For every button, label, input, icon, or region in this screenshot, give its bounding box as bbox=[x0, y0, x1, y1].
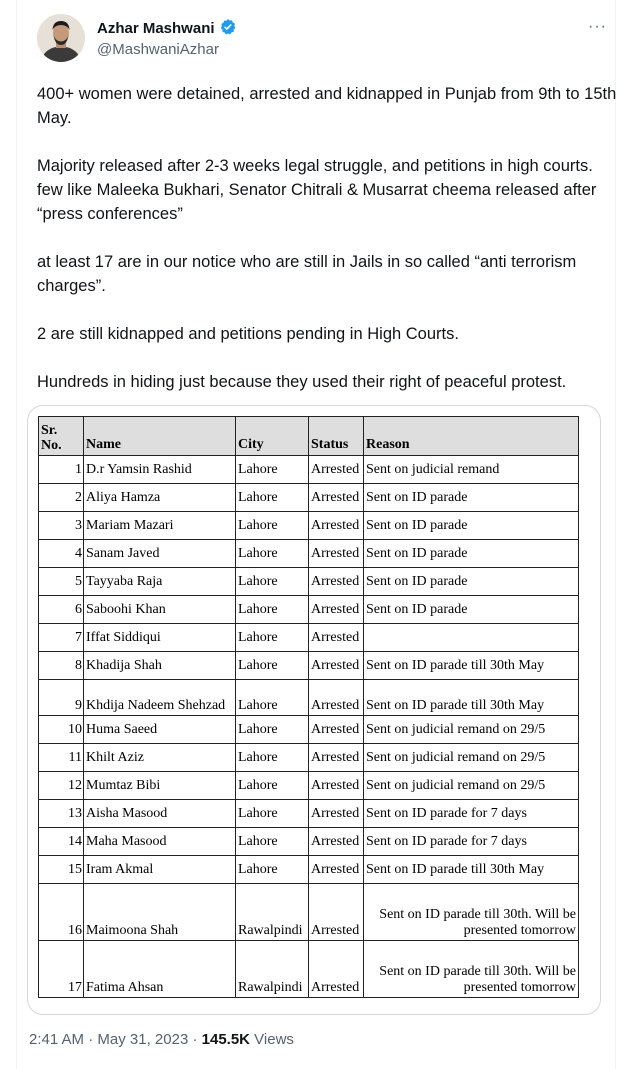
table-row bbox=[39, 744, 579, 772]
cell-name: Tayyaba Raja bbox=[84, 568, 236, 596]
cell-no: 4 bbox=[39, 540, 84, 568]
cell-city: Lahore bbox=[236, 456, 309, 484]
cell-reason: Sent on judicial remand on 29/5 bbox=[364, 744, 579, 772]
cell-name: Khadija Shah bbox=[84, 652, 236, 680]
cell-name: Maha Masood bbox=[84, 828, 236, 856]
cell-name: Saboohi Khan bbox=[84, 596, 236, 624]
header-name: Name bbox=[84, 417, 236, 456]
cell-no: 14 bbox=[39, 828, 84, 856]
cell-reason: Sent on ID parade bbox=[364, 568, 579, 596]
table-row bbox=[39, 884, 579, 941]
cell-city: Lahore bbox=[236, 772, 309, 800]
tweet-paragraph: Hundreds in hiding just because they used their right of peaceful protest. bbox=[37, 373, 567, 391]
cell-no: 17 bbox=[39, 941, 84, 998]
cell-reason: Sent on ID parade till 30th. Will be presented tomorrow bbox=[364, 884, 579, 941]
cell-no: 8 bbox=[39, 652, 84, 680]
cell-reason: Sent on judicial remand on 29/5 bbox=[364, 716, 579, 744]
cell-reason bbox=[364, 624, 579, 652]
cell-reason: Sent on judicial remand bbox=[364, 456, 579, 484]
cell-no: 5 bbox=[39, 568, 84, 596]
meta-separator: · bbox=[84, 1031, 98, 1048]
cell-name: Mariam Mazari bbox=[84, 512, 236, 540]
cell-name: Khdija Nadeem Shehzad bbox=[84, 680, 236, 716]
cell-reason: Sent on ID parade till 30th. Will be presented tomorrow bbox=[364, 941, 579, 998]
cell-reason: Sent on ID parade bbox=[364, 540, 579, 568]
cell-no: 2 bbox=[39, 484, 84, 512]
cell-status: Arrested bbox=[309, 884, 364, 941]
cell-reason: Sent on ID parade till 30th May bbox=[364, 856, 579, 884]
cell-city: Rawalpindi bbox=[236, 884, 309, 941]
cell-status: Arrested bbox=[309, 716, 364, 744]
table-row bbox=[39, 624, 579, 652]
tweet-paragraph: at least 17 are in our notice who are still in Jails in so called “anti terrorism charges”. bbox=[37, 253, 577, 295]
cell-no: 3 bbox=[39, 512, 84, 540]
cell-reason: Sent on judicial remand on 29/5 bbox=[364, 772, 579, 800]
cell-name: Iffat Siddiqui bbox=[84, 624, 236, 652]
table-row bbox=[39, 856, 579, 884]
cell-status: Arrested bbox=[309, 856, 364, 884]
table-row bbox=[39, 456, 579, 484]
tweet-paragraph: Majority released after 2-3 weeks legal struggle, and petitions in high courts. few like Maleeka Bukhari, Senator Chitrali & Musarrat cheema released after “press conferences” bbox=[37, 157, 597, 223]
table-row bbox=[39, 680, 579, 716]
tweet-text bbox=[37, 82, 617, 394]
author-name-text[interactable]: Azhar Mashwani bbox=[97, 20, 215, 37]
cell-no: 11 bbox=[39, 744, 84, 772]
avatar[interactable] bbox=[37, 14, 85, 62]
table-row bbox=[39, 540, 579, 568]
cell-reason: Sent on ID parade for 7 days bbox=[364, 828, 579, 856]
cell-status: Arrested bbox=[309, 596, 364, 624]
cell-city: Lahore bbox=[236, 624, 309, 652]
cell-city: Lahore bbox=[236, 800, 309, 828]
cell-reason: Sent on ID parade bbox=[364, 484, 579, 512]
cell-reason: Sent on ID parade bbox=[364, 596, 579, 624]
tweet-time[interactable]: 2:41 AM bbox=[29, 1031, 85, 1048]
cell-city: Rawalpindi bbox=[236, 941, 309, 998]
cell-city: Lahore bbox=[236, 596, 309, 624]
cell-no: 15 bbox=[39, 856, 84, 884]
cell-reason: Sent on ID parade till 30th May bbox=[364, 652, 579, 680]
cell-city: Lahore bbox=[236, 856, 309, 884]
cell-city: Lahore bbox=[236, 512, 309, 540]
tweet-paragraph: 400+ women were detained, arrested and kidnapped in Punjab from 9th to 15th May. bbox=[37, 85, 617, 127]
cell-city: Lahore bbox=[236, 744, 309, 772]
cell-no: 12 bbox=[39, 772, 84, 800]
cell-name: Mumtaz Bibi bbox=[84, 772, 236, 800]
cell-status: Arrested bbox=[309, 652, 364, 680]
tweet-date[interactable]: May 31, 2023 bbox=[97, 1031, 189, 1048]
cell-city: Lahore bbox=[236, 540, 309, 568]
cell-status: Arrested bbox=[309, 772, 364, 800]
cell-city: Lahore bbox=[236, 680, 309, 716]
cell-no: 13 bbox=[39, 800, 84, 828]
cell-status: Arrested bbox=[309, 680, 364, 716]
cell-city: Lahore bbox=[236, 716, 309, 744]
meta-separator: · bbox=[188, 1031, 202, 1048]
cell-name: Sanam Javed bbox=[84, 540, 236, 568]
cell-no: 9 bbox=[39, 680, 84, 716]
cell-reason: Sent on ID parade bbox=[364, 512, 579, 540]
cell-name: Huma Saeed bbox=[84, 716, 236, 744]
cell-status: Arrested bbox=[309, 568, 364, 596]
cell-no: 1 bbox=[39, 456, 84, 484]
detainee-table bbox=[38, 416, 579, 998]
cell-name: Aisha Masood bbox=[84, 800, 236, 828]
views-label: Views bbox=[250, 1031, 294, 1048]
table-row bbox=[39, 772, 579, 800]
cell-city: Lahore bbox=[236, 484, 309, 512]
cell-status: Arrested bbox=[309, 800, 364, 828]
cell-city: Lahore bbox=[236, 568, 309, 596]
cell-name: Fatima Ahsan bbox=[84, 941, 236, 998]
cell-status: Arrested bbox=[309, 744, 364, 772]
cell-name: Iram Akmal bbox=[84, 856, 236, 884]
table-header-row bbox=[39, 417, 579, 456]
table-row bbox=[39, 941, 579, 998]
cell-no: 7 bbox=[39, 624, 84, 652]
table-row bbox=[39, 652, 579, 680]
header-sr-no: Sr. No. bbox=[39, 417, 84, 456]
table-row bbox=[39, 568, 579, 596]
cell-name: Aliya Hamza bbox=[84, 484, 236, 512]
header-city: City bbox=[236, 417, 309, 456]
cell-name: Maimoona Shah bbox=[84, 884, 236, 941]
cell-no: 16 bbox=[39, 884, 84, 941]
table-row bbox=[39, 484, 579, 512]
table-row bbox=[39, 828, 579, 856]
cell-status: Arrested bbox=[309, 540, 364, 568]
cell-reason: Sent on ID parade till 30th May bbox=[364, 680, 579, 716]
cell-city: Lahore bbox=[236, 652, 309, 680]
tweet-paragraph: 2 are still kidnapped and petitions pending in High Courts. bbox=[37, 325, 459, 343]
cell-status: Arrested bbox=[309, 456, 364, 484]
views-count[interactable]: 145.5K bbox=[201, 1031, 251, 1048]
tweet-meta bbox=[29, 1031, 294, 1048]
cell-no: 10 bbox=[39, 716, 84, 744]
cell-name: Khilt Aziz bbox=[84, 744, 236, 772]
more-options-icon[interactable]: ··· bbox=[588, 18, 607, 35]
cell-reason: Sent on ID parade for 7 days bbox=[364, 800, 579, 828]
author-name[interactable] bbox=[97, 18, 237, 40]
cell-status: Arrested bbox=[309, 941, 364, 998]
cell-status: Arrested bbox=[309, 624, 364, 652]
table-row bbox=[39, 716, 579, 744]
attached-image[interactable] bbox=[27, 405, 601, 1015]
author-handle[interactable]: @MashwaniAzhar bbox=[97, 41, 219, 58]
verified-badge-icon[interactable] bbox=[219, 18, 237, 40]
header-reason: Reason bbox=[364, 417, 579, 456]
cell-status: Arrested bbox=[309, 512, 364, 540]
header-status: Status bbox=[309, 417, 364, 456]
table-row bbox=[39, 512, 579, 540]
cell-city: Lahore bbox=[236, 828, 309, 856]
cell-status: Arrested bbox=[309, 484, 364, 512]
table-row bbox=[39, 800, 579, 828]
table-row bbox=[39, 596, 579, 624]
cell-no: 6 bbox=[39, 596, 84, 624]
cell-name: D.r Yamsin Rashid bbox=[84, 456, 236, 484]
cell-status: Arrested bbox=[309, 828, 364, 856]
